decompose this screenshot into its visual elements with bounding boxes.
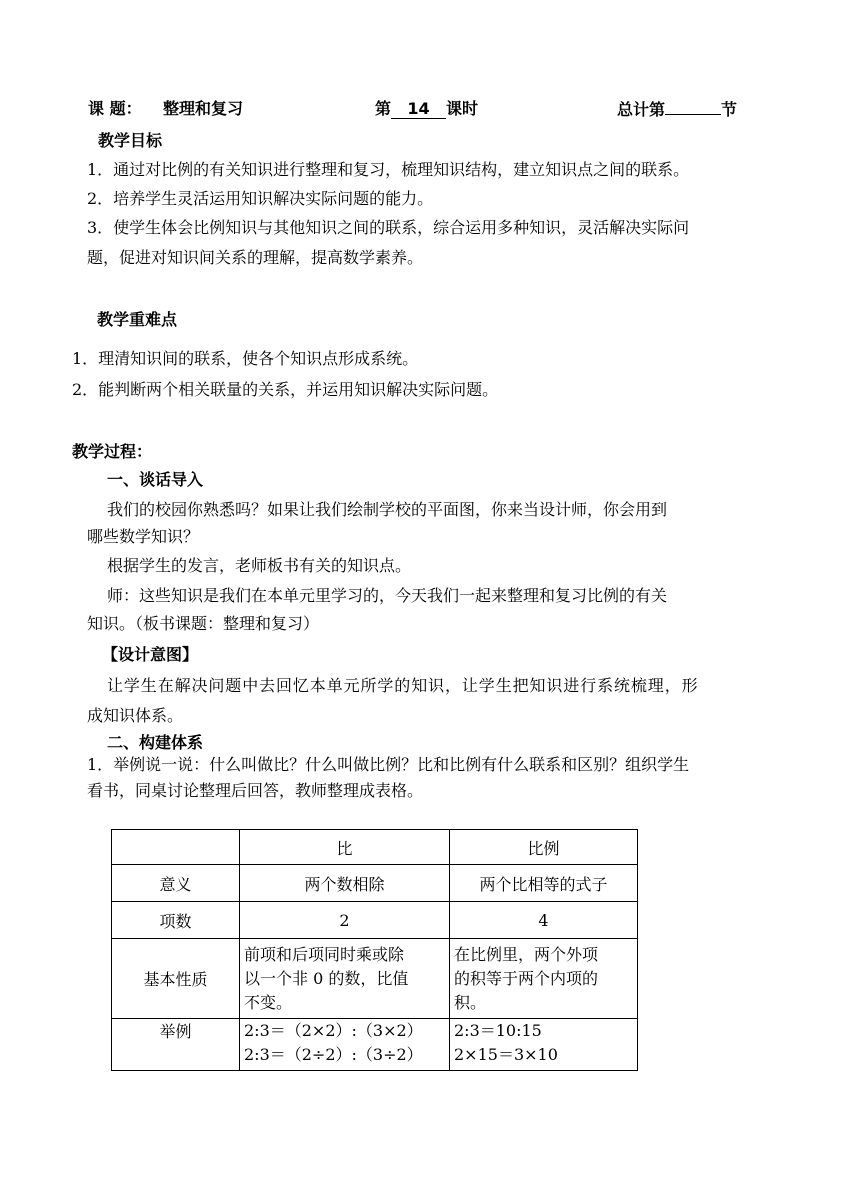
ratio-cell: 2 [240, 902, 450, 939]
section1-paragraph-continuation: 哪些数学知识？ [87, 527, 200, 546]
proportion-cell: 两个比相等的式子 [450, 865, 638, 902]
total-count [617, 96, 737, 120]
table-header-cell: 比 [240, 830, 450, 865]
objective-item: 2．培养学生灵活运用知识解决实际问题的能力。 [87, 189, 434, 208]
section2-title: 二、构建体系 [107, 733, 204, 752]
section1-title: 一、谈话导入 [107, 470, 204, 489]
lesson-suffix: 课时 [446, 99, 479, 118]
ratio-example: 2:3＝（2÷2）:（3÷2） [244, 1045, 423, 1064]
section1-paragraph: 我们的校园你熟悉吗？如果让我们绘制学校的平面图，你来当设计师，你会用到 [107, 500, 668, 519]
section1-paragraph-continuation: 知识。（板书课题：整理和复习） [87, 614, 320, 633]
ratio-example: 2:3＝（2×2）:（3×2） [244, 1021, 423, 1040]
design-intent-heading: 【设计意图】 [102, 645, 199, 664]
design-intent-text-continuation: 成知识体系。 [87, 706, 184, 725]
objective-item: 1．通过对比例的有关知识进行整理和复习，梳理知识结构，建立知识点之间的联系。 [87, 160, 690, 179]
total-suffix: 节 [721, 100, 738, 119]
key-point-item: 1．理清知识间的联系，使各个知识点形成系统。 [72, 349, 419, 368]
ratio-cell [240, 939, 450, 1019]
row-label: 项数 [112, 902, 240, 939]
section2-question: 1．举例说一说：什么叫做比？什么叫做比例？比和比例有什么联系和区别？组织学生 [87, 755, 690, 774]
table-header-row [112, 830, 638, 865]
ratio-cell [240, 1019, 450, 1071]
ratio-cell: 两个数相除 [240, 865, 450, 902]
section2-question-continuation: 看书，同桌讨论整理后回答，教师整理成表格。 [87, 781, 424, 800]
proportion-cell [450, 939, 638, 1019]
table-row [112, 939, 638, 1019]
design-intent-text: 让学生在解决问题中去回忆本单元所学的知识，让学生把知识进行系统梳理，形 [107, 676, 699, 695]
total-number [665, 96, 721, 115]
row-label: 举例 [112, 1019, 240, 1071]
lesson-prefix: 第 [375, 99, 392, 118]
proportion-line: 在比例里，两个外项 [454, 944, 599, 964]
ratio-line: 不变。 [244, 992, 293, 1012]
ratio-proportion-table [111, 829, 638, 1071]
proportion-example: 2×15＝3×10 [454, 1045, 558, 1064]
section1-paragraph: 根据学生的发言，老师板书有关的知识点。 [107, 556, 412, 575]
table-row [112, 902, 638, 939]
proportion-line: 积。 [454, 992, 487, 1012]
row-label: 基本性质 [112, 939, 240, 1019]
table-row [112, 865, 638, 902]
row-label: 意义 [112, 865, 240, 902]
objective-item: 3．使学生体会比例知识与其他知识之间的联系，综合运用多种知识，灵活解决实际问 [87, 218, 690, 237]
ratio-line: 前项和后项同时乘或除 [244, 944, 405, 964]
course-title: 整理和复习 [163, 99, 244, 118]
proportion-cell [450, 1019, 638, 1071]
proportion-cell: 4 [450, 902, 638, 939]
process-heading: 教学过程： [72, 442, 153, 461]
objectives-heading: 教学目标 [98, 131, 163, 150]
table-row [112, 1019, 638, 1071]
key-point-item: 2．能判断两个相关联量的关系，并运用知识解决实际问题。 [72, 380, 499, 399]
total-prefix: 总计第 [617, 100, 666, 119]
objective-item-continuation: 题，促进对知识间关系的理解，提高数学素养。 [87, 248, 424, 267]
lesson-number: 14 [391, 99, 446, 119]
section1-paragraph: 师：这些知识是我们在本单元里学习的，今天我们一起来整理和复习比例的有关 [107, 586, 668, 605]
table-header-cell [112, 830, 240, 865]
key-points-heading: 教学重难点 [97, 310, 178, 329]
proportion-line: 的积等于两个内项的 [454, 968, 599, 988]
table-header-cell: 比例 [450, 830, 638, 865]
lesson-count [375, 96, 478, 119]
proportion-example: 2:3＝10:15 [454, 1021, 542, 1040]
ratio-line: 以一个非 0 的数，比值 [244, 968, 409, 988]
course-label: 课 题： [88, 99, 142, 118]
